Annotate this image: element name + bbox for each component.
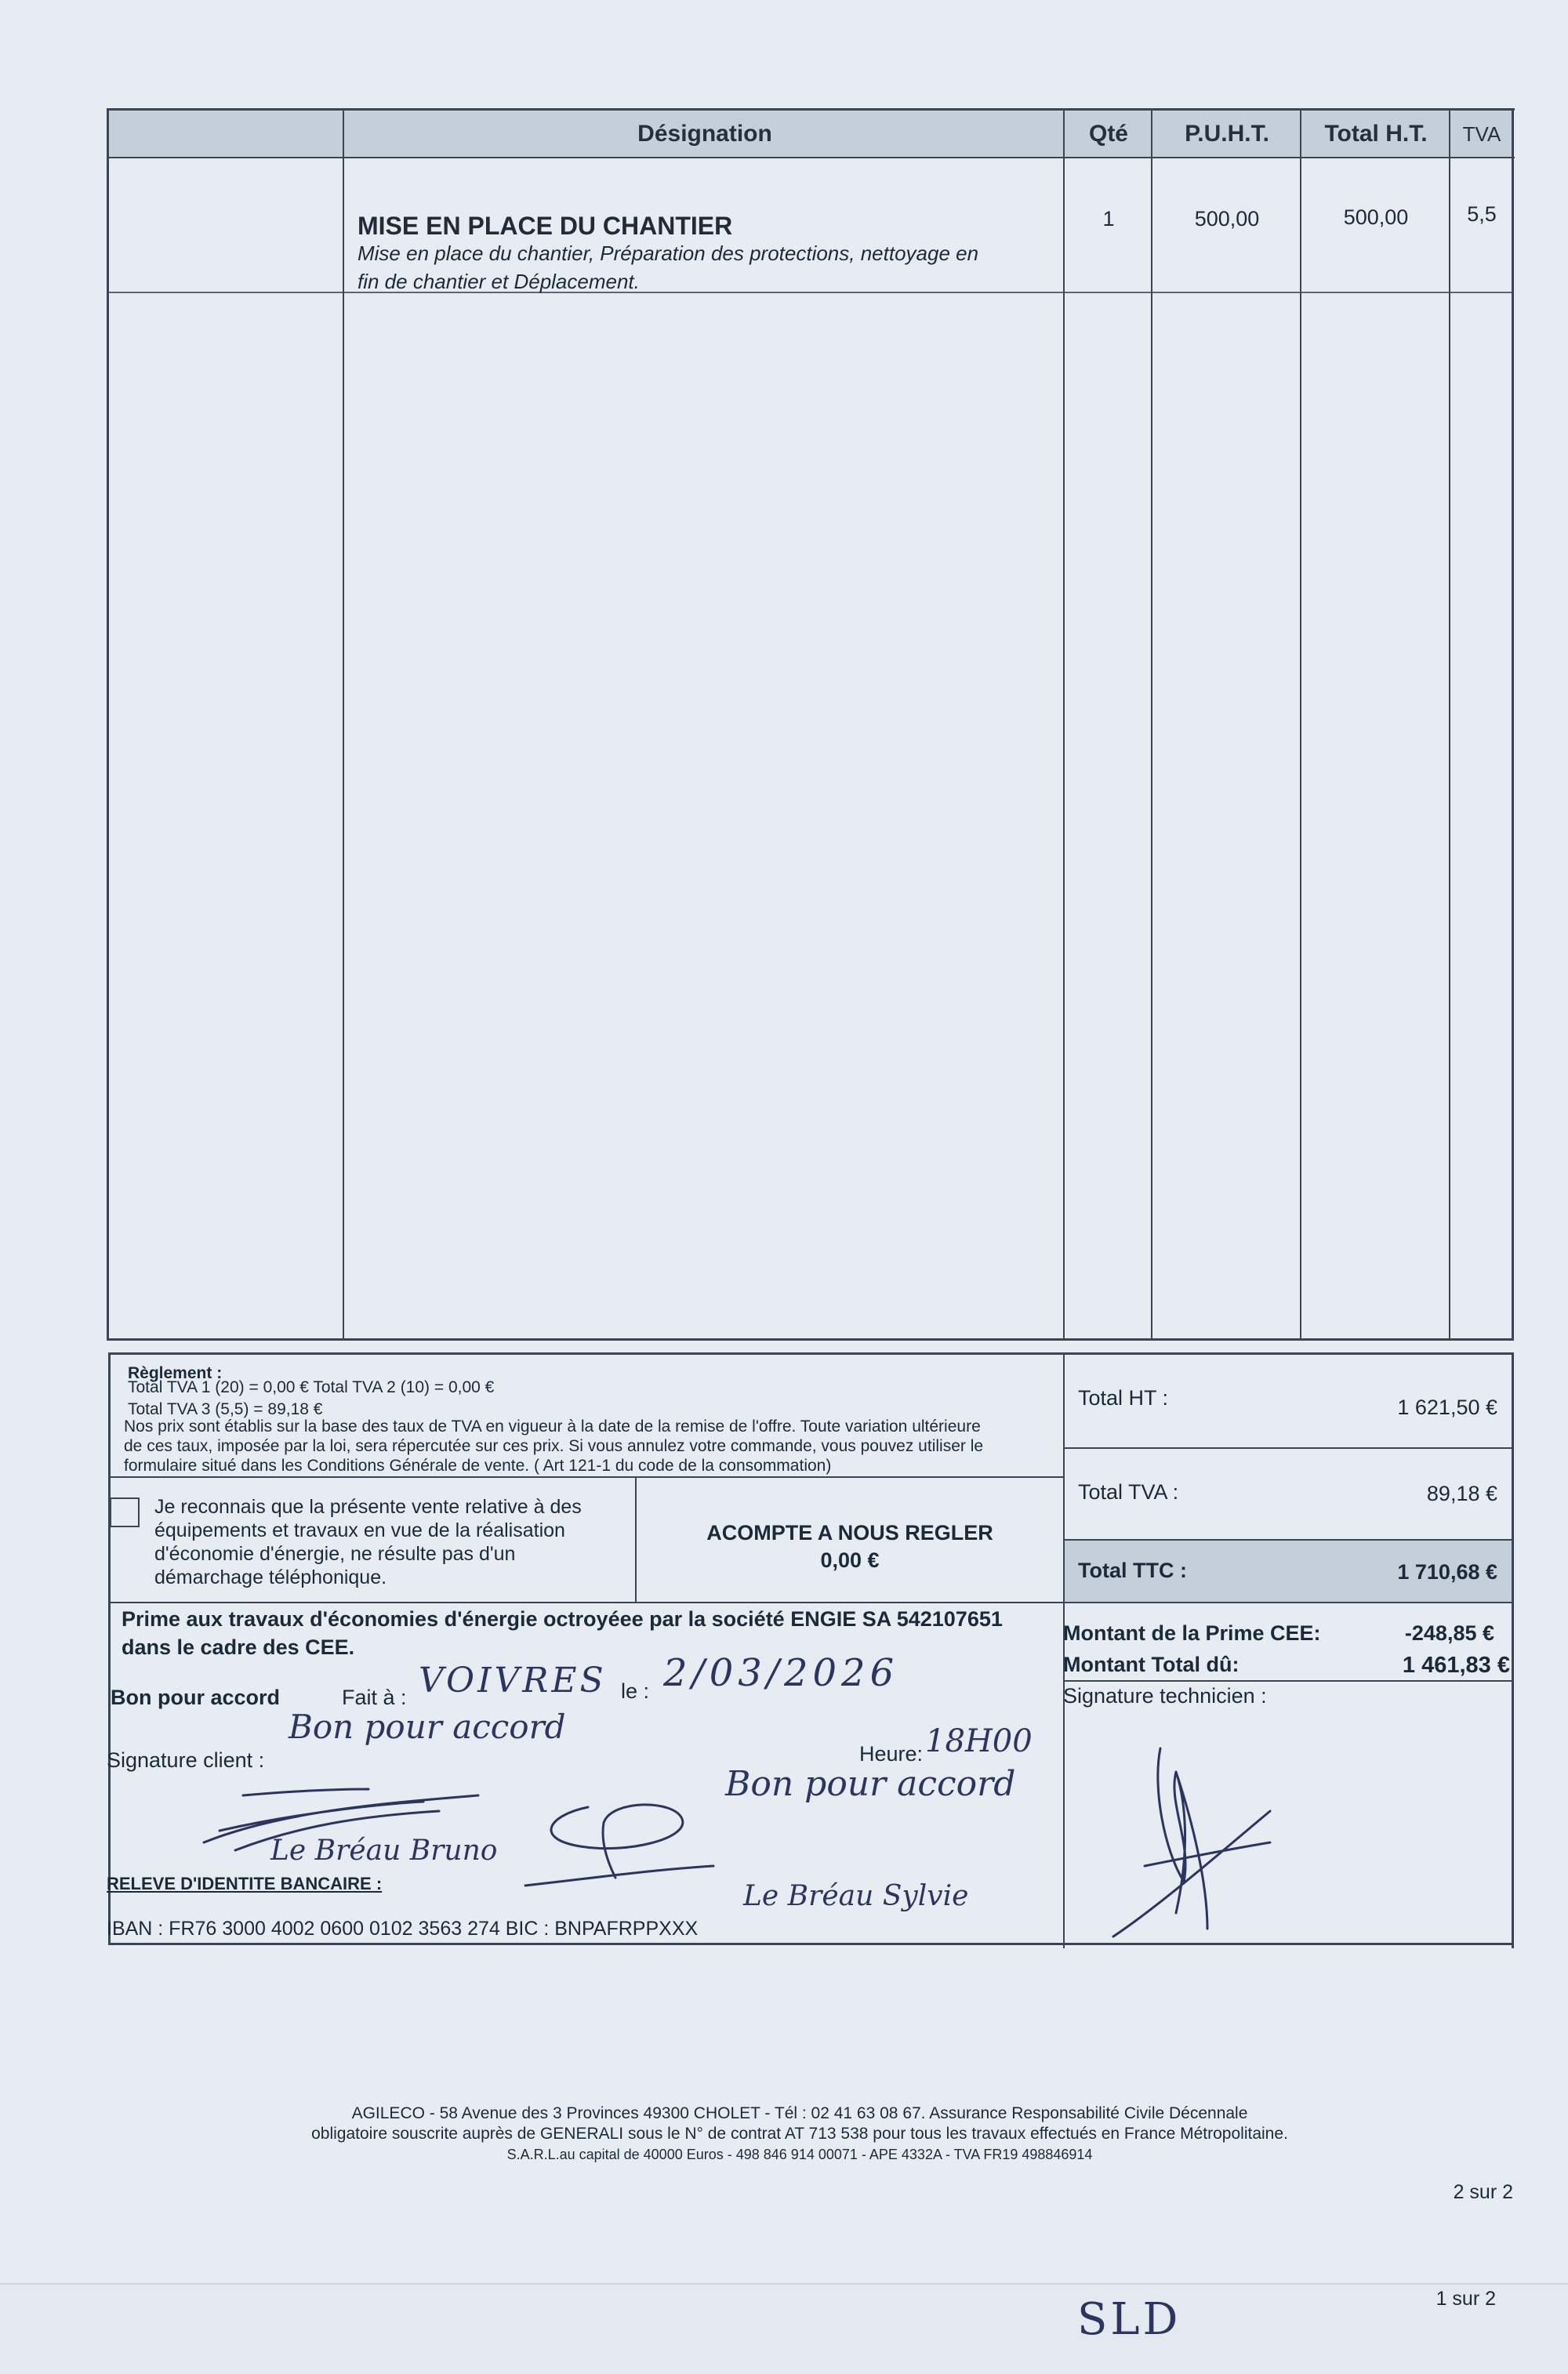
- bon-pour-accord-label: Bon pour accord: [111, 1686, 281, 1709]
- next-page-edge: [0, 2283, 1568, 2374]
- tech-signature-label: Signature technicien :: [1063, 1684, 1267, 1708]
- declaration-line-2: équipements et travaux en vue de la réalisation: [154, 1519, 565, 1541]
- header-tva: TVA: [1462, 122, 1501, 146]
- row-description-2: fin de chantier et Déplacement.: [358, 270, 640, 293]
- footer-line-1: AGILECO - 58 Avenue des 3 Provinces 49300 CHOLET - Tél : 02 41 63 08 67. Assurance Responsabilité Civile Décennale: [351, 2104, 1248, 2122]
- date-value: 2/03/2026: [663, 1651, 899, 1695]
- header-total-ht: Total H.T.: [1324, 121, 1428, 147]
- footer-line-3: S.A.R.L.au capital de 40000 Euros - 498 846 914 00071 - APE 4332A - TVA FR19 498846914: [506, 2147, 1093, 2162]
- initials: SLD: [1077, 2294, 1181, 2345]
- total-ht-value: 1 621,50 €: [1397, 1396, 1497, 1419]
- date-label: le :: [621, 1679, 650, 1703]
- total-ht-label: Total HT :: [1078, 1386, 1169, 1410]
- total-tva-label: Total TVA :: [1078, 1480, 1179, 1504]
- fait-a-label: Fait à :: [342, 1686, 407, 1709]
- prime-cee-label: Montant de la Prime CEE:: [1063, 1621, 1321, 1645]
- total-du-value: 1 461,83 €: [1402, 1653, 1510, 1678]
- row-tva: 5,5: [1467, 202, 1497, 226]
- technician-signature: [1098, 1725, 1301, 1944]
- reglement-note-1: Nos prix sont établis sur la base des taux de TVA en vigueur à la date de la remise de l'offre. Toute variation ultérieure: [124, 1418, 981, 1436]
- prime-cee-value: -248,85 €: [1404, 1621, 1494, 1645]
- row-total-ht: 500,00: [1343, 205, 1409, 229]
- header-designation: Désignation: [637, 121, 772, 147]
- signature-client-label: Signature client :: [107, 1748, 265, 1772]
- total-ttc-label: Total TTC :: [1078, 1559, 1187, 1582]
- declaration-checkbox[interactable]: [110, 1497, 140, 1527]
- declaration-line-3: d'économie d'énergie, ne résulte pas d'un: [154, 1543, 516, 1565]
- handwritten-accord-1: Bon pour accord: [289, 1708, 566, 1746]
- row-qty: 1: [1102, 207, 1115, 231]
- row-description-1: Mise en place du chantier, Préparation des protections, nettoyage en: [358, 241, 979, 265]
- total-du-label: Montant Total dû:: [1063, 1653, 1240, 1676]
- total-tva-value: 89,18 €: [1426, 1482, 1497, 1505]
- page-number: 2 sur 2: [1453, 2181, 1513, 2203]
- acompte-value: 0,00 €: [820, 1548, 880, 1572]
- heure-label: Heure:: [859, 1742, 924, 1766]
- declaration-line-4: démarchage téléphonique.: [154, 1566, 387, 1588]
- client-name-2: Le Bréau Sylvie: [743, 1880, 969, 1912]
- iban-line: IBAN : FR76 3000 4002 0600 0102 3563 274 BIC : BNPAFRPPXXX: [107, 1918, 699, 1940]
- row-title: MISE EN PLACE DU CHANTIER: [358, 212, 733, 240]
- reglement-note-3: formulaire situé dans les Conditions Générale de vente. ( Art 121-1 du code de la consommation): [124, 1457, 832, 1475]
- client-name-1: Le Bréau Bruno: [270, 1835, 498, 1867]
- reglement-tva-1: Total TVA 1 (20) = 0,00 € Total TVA 2 (10) = 0,00 €: [128, 1378, 495, 1396]
- prime-line-1: Prime aux travaux d'économies d'énergie octroyéee par la société ENGIE SA 542107651: [122, 1607, 1003, 1631]
- total-ttc-value: 1 710,68 €: [1397, 1560, 1497, 1584]
- reglement-title: Règlement :: [128, 1364, 223, 1382]
- handwritten-accord-2: Bon pour accord: [725, 1764, 1016, 1804]
- acompte-label: ACOMPTE A NOUS REGLER: [706, 1521, 993, 1545]
- reglement-tva-2: Total TVA 3 (5,5) = 89,18 €: [128, 1400, 323, 1418]
- reglement-note-2: de ces taux, imposée par la loi, sera répercutée sur ces prix. Si vous annulez votre commande, vous pouvez utiliser le: [124, 1437, 984, 1455]
- row-puht: 500,00: [1194, 207, 1260, 231]
- client-signature-2: [517, 1791, 721, 1893]
- heure-value: 18H00: [925, 1723, 1033, 1759]
- header-puht: P.U.H.T.: [1185, 121, 1269, 147]
- fait-a-value: VOIVRES: [419, 1661, 607, 1701]
- footer-line-2: obligatoire souscrite auprès de GENERALI sous le N° de contrat AT 713 538 pour tous les travaux effectués en France Métropolitaine.: [311, 2125, 1288, 2143]
- next-page-number: 1 sur 2: [1436, 2288, 1496, 2310]
- declaration-line-1: Je reconnais que la présente vente relative à des: [154, 1496, 582, 1518]
- bank-title: RELEVE D'IDENTITE BANCAIRE :: [107, 1874, 383, 1893]
- prime-line-2: dans le cadre des CEE.: [122, 1635, 355, 1659]
- header-qty: Qté: [1088, 121, 1128, 147]
